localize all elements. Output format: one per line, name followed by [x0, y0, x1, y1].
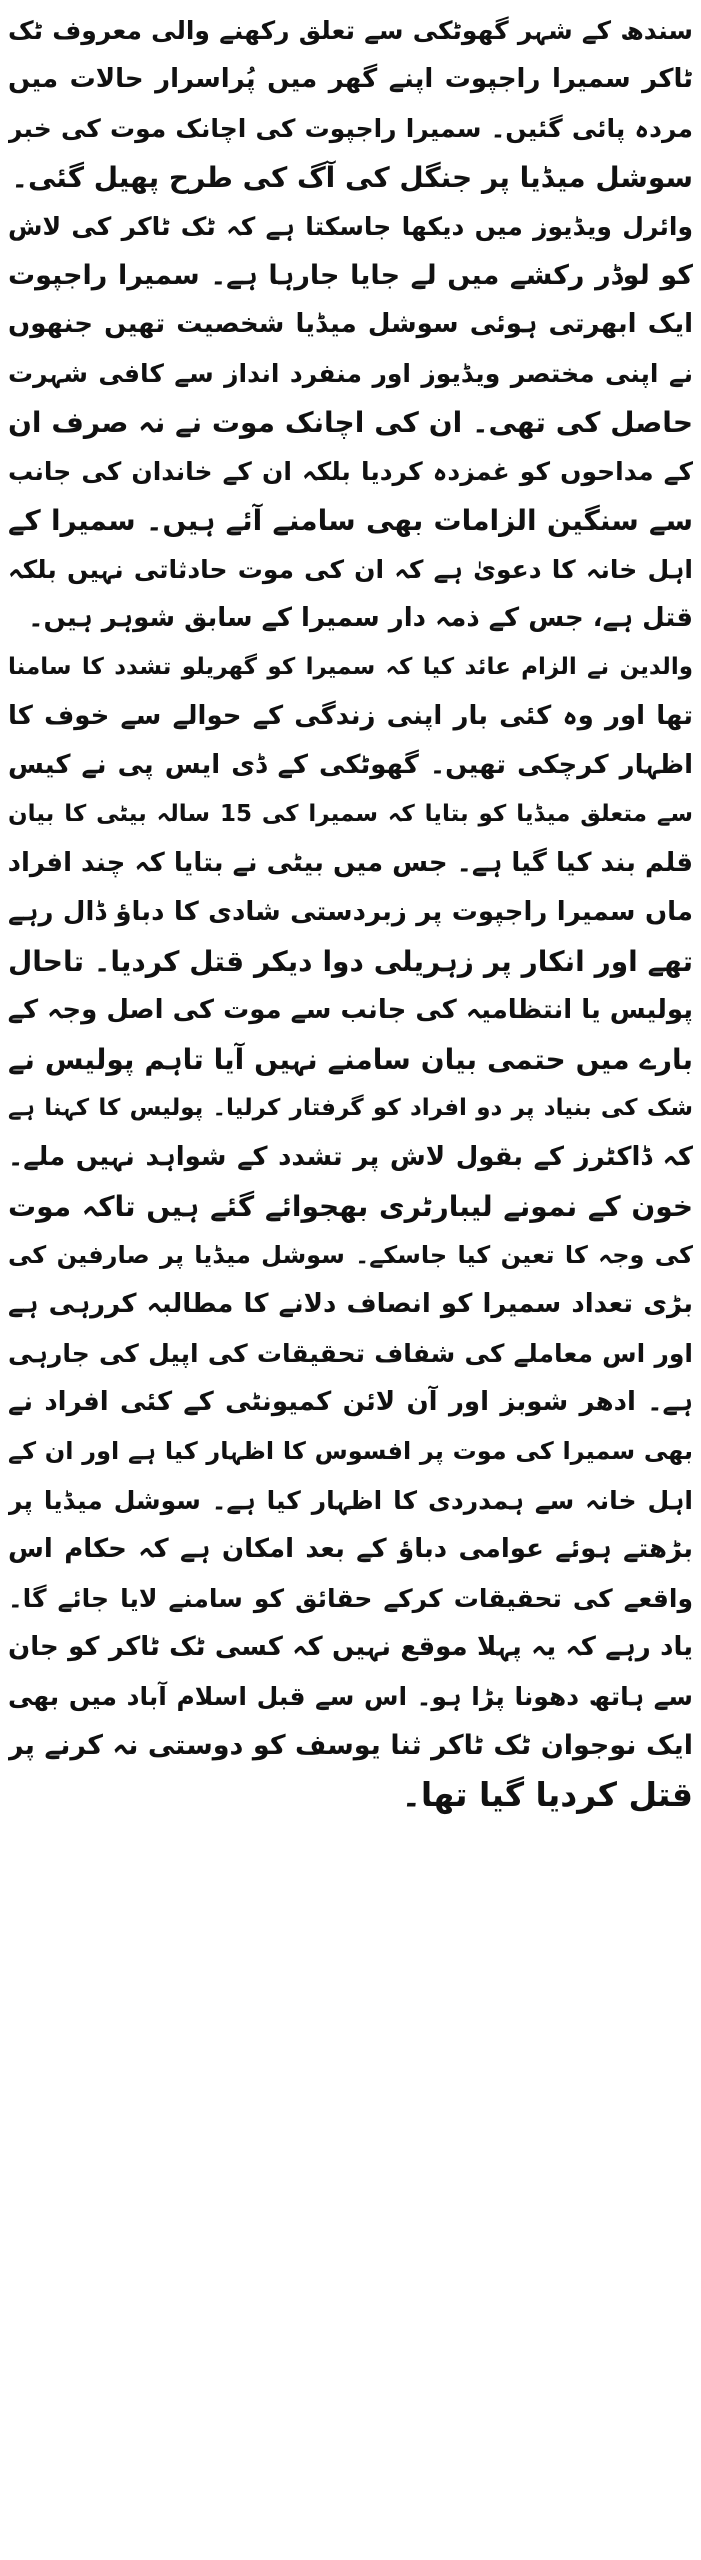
- article-line: تھے اور انکار پر زہریلی دوا دیکر قتل کردیا۔ تاحال: [8, 945, 693, 978]
- article-line: ہے۔ ادھر شوبز اور آن لائن کمیونٹی کے کئی افراد نے: [8, 1387, 693, 1417]
- article-line: خون کے نمونے لیبارٹری بھجوائے گئے ہیں تاکہ موت: [8, 1190, 693, 1223]
- article-line: بڑی تعداد سمیرا کو انصاف دلانے کا مطالبہ کررہی ہے: [8, 1289, 693, 1319]
- article-line: سے متعلق میڈیا کو بتایا کہ سمیرا کی 15 سالہ بیٹی کا بیان: [8, 801, 693, 827]
- article-line: ایک نوجوان ٹک ٹاکر ثنا یوسف کو دوستی نہ کرنے پر: [8, 1730, 693, 1761]
- article-line: تھا اور وہ کئی بار اپنی زندگی کے حوالے سے خوف کا: [8, 701, 693, 731]
- article-line: اور اس معاملے کی شفاف تحقیقات کی اپیل کی جارہی: [8, 1339, 693, 1368]
- article-line: کہ ڈاکٹرز کے بقول لاش پر تشدد کے شواہد نہیں ملے۔: [8, 1142, 693, 1172]
- article-line: ٹاکر سمیرا راجپوت اپنے گھر میں پُراسرار حالات میں: [8, 64, 693, 94]
- article-line: ماں سمیرا راجپوت پر زبردستی شادی کا دباؤ ڈال رہے: [8, 897, 693, 927]
- article-line: سے ہاتھ دھونا پڑا ہو۔ اس سے قبل اسلام آباد میں بھی: [8, 1682, 693, 1711]
- article-line: اہل خانہ کا دعویٰ ہے کہ ان کی موت حادثاتی نہیں بلکہ: [8, 555, 693, 584]
- article-line: کی وجہ کا تعین کیا جاسکے۔ سوشل میڈیا پر صارفین کی: [8, 1241, 693, 1269]
- article-line: اہل خانہ سے ہمدردی کا اظہار کیا ہے۔ سوشل میڈیا پر: [8, 1486, 693, 1515]
- article-line: نے اپنی مختصر ویڈیوز اور منفرد انداز سے کافی شہرت: [8, 359, 693, 388]
- article-line: حاصل کی تھی۔ ان کی اچانک موت نے نہ صرف ان: [8, 406, 693, 439]
- article-line: قلم بند کیا گیا ہے۔ جس میں بیٹی نے بتایا کہ چند افراد: [8, 848, 693, 878]
- article-line: یاد رہے کہ یہ پہلا موقع نہیں کہ کسی ٹک ٹاکر کو جان: [8, 1632, 693, 1662]
- article-line: اظہار کرچکی تھیں۔ گھوٹکی کے ڈی ایس پی نے کیس: [8, 750, 693, 780]
- article-line: وائرل ویڈیوز میں دیکھا جاسکتا ہے کہ ٹک ٹاکر کی لاش: [8, 212, 693, 241]
- article-line: واقعے کی تحقیقات کرکے حقائق کو سامنے لایا جائے گا۔: [8, 1584, 693, 1613]
- article-line: سے سنگین الزامات بھی سامنے آئے ہیں۔ سمیرا کے: [8, 504, 693, 537]
- article-line: پولیس یا انتظامیہ کی جانب سے موت کی اصل وجہ کے: [8, 995, 693, 1025]
- article-body: [8, 6, 693, 2554]
- article-line: کو لوڈر رکشے میں لے جایا جارہا ہے۔ سمیرا راجپوت: [8, 260, 693, 291]
- article-line: کے مداحوں کو غمزدہ کردیا بلکہ ان کے خاندان کی جانب: [8, 457, 693, 486]
- article-line: شک کی بنیاد پر دو افراد کو گرفتار کرلیا۔ پولیس کا کہنا ہے: [8, 1095, 693, 1121]
- article-line: سندھ کے شہر گھوٹکی سے تعلق رکھنے والی معروف ٹک: [8, 16, 693, 45]
- article-line: سوشل میڈیا پر جنگل کی آگ کی طرح پھیل گئی۔: [11, 161, 693, 194]
- article-line: قتل کردیا گیا تھا۔: [401, 1775, 693, 1814]
- article-line: بڑھتے ہوئے عوامی دباؤ کے بعد امکان ہے کہ حکام اس: [8, 1534, 693, 1564]
- article-line: ایک ابھرتی ہوئی سوشل میڈیا شخصیت تھیں جنھوں: [8, 309, 693, 339]
- article-line: بھی سمیرا کی موت پر افسوس کا اظہار کیا ہے اور ان کے: [8, 1437, 693, 1465]
- article-line: والدین نے الزام عائد کیا کہ سمیرا کو گھریلو تشدد کا سامنا: [8, 654, 693, 680]
- article-line: مردہ پائی گئیں۔ سمیرا راجپوت کی اچانک موت کی خبر: [8, 114, 693, 143]
- article-line: بارے میں حتمی بیان سامنے نہیں آیا تاہم پولیس نے: [8, 1043, 693, 1076]
- article-line: قتل ہے، جس کے ذمہ دار سمیرا کے سابق شوہر ہیں۔: [28, 603, 693, 633]
